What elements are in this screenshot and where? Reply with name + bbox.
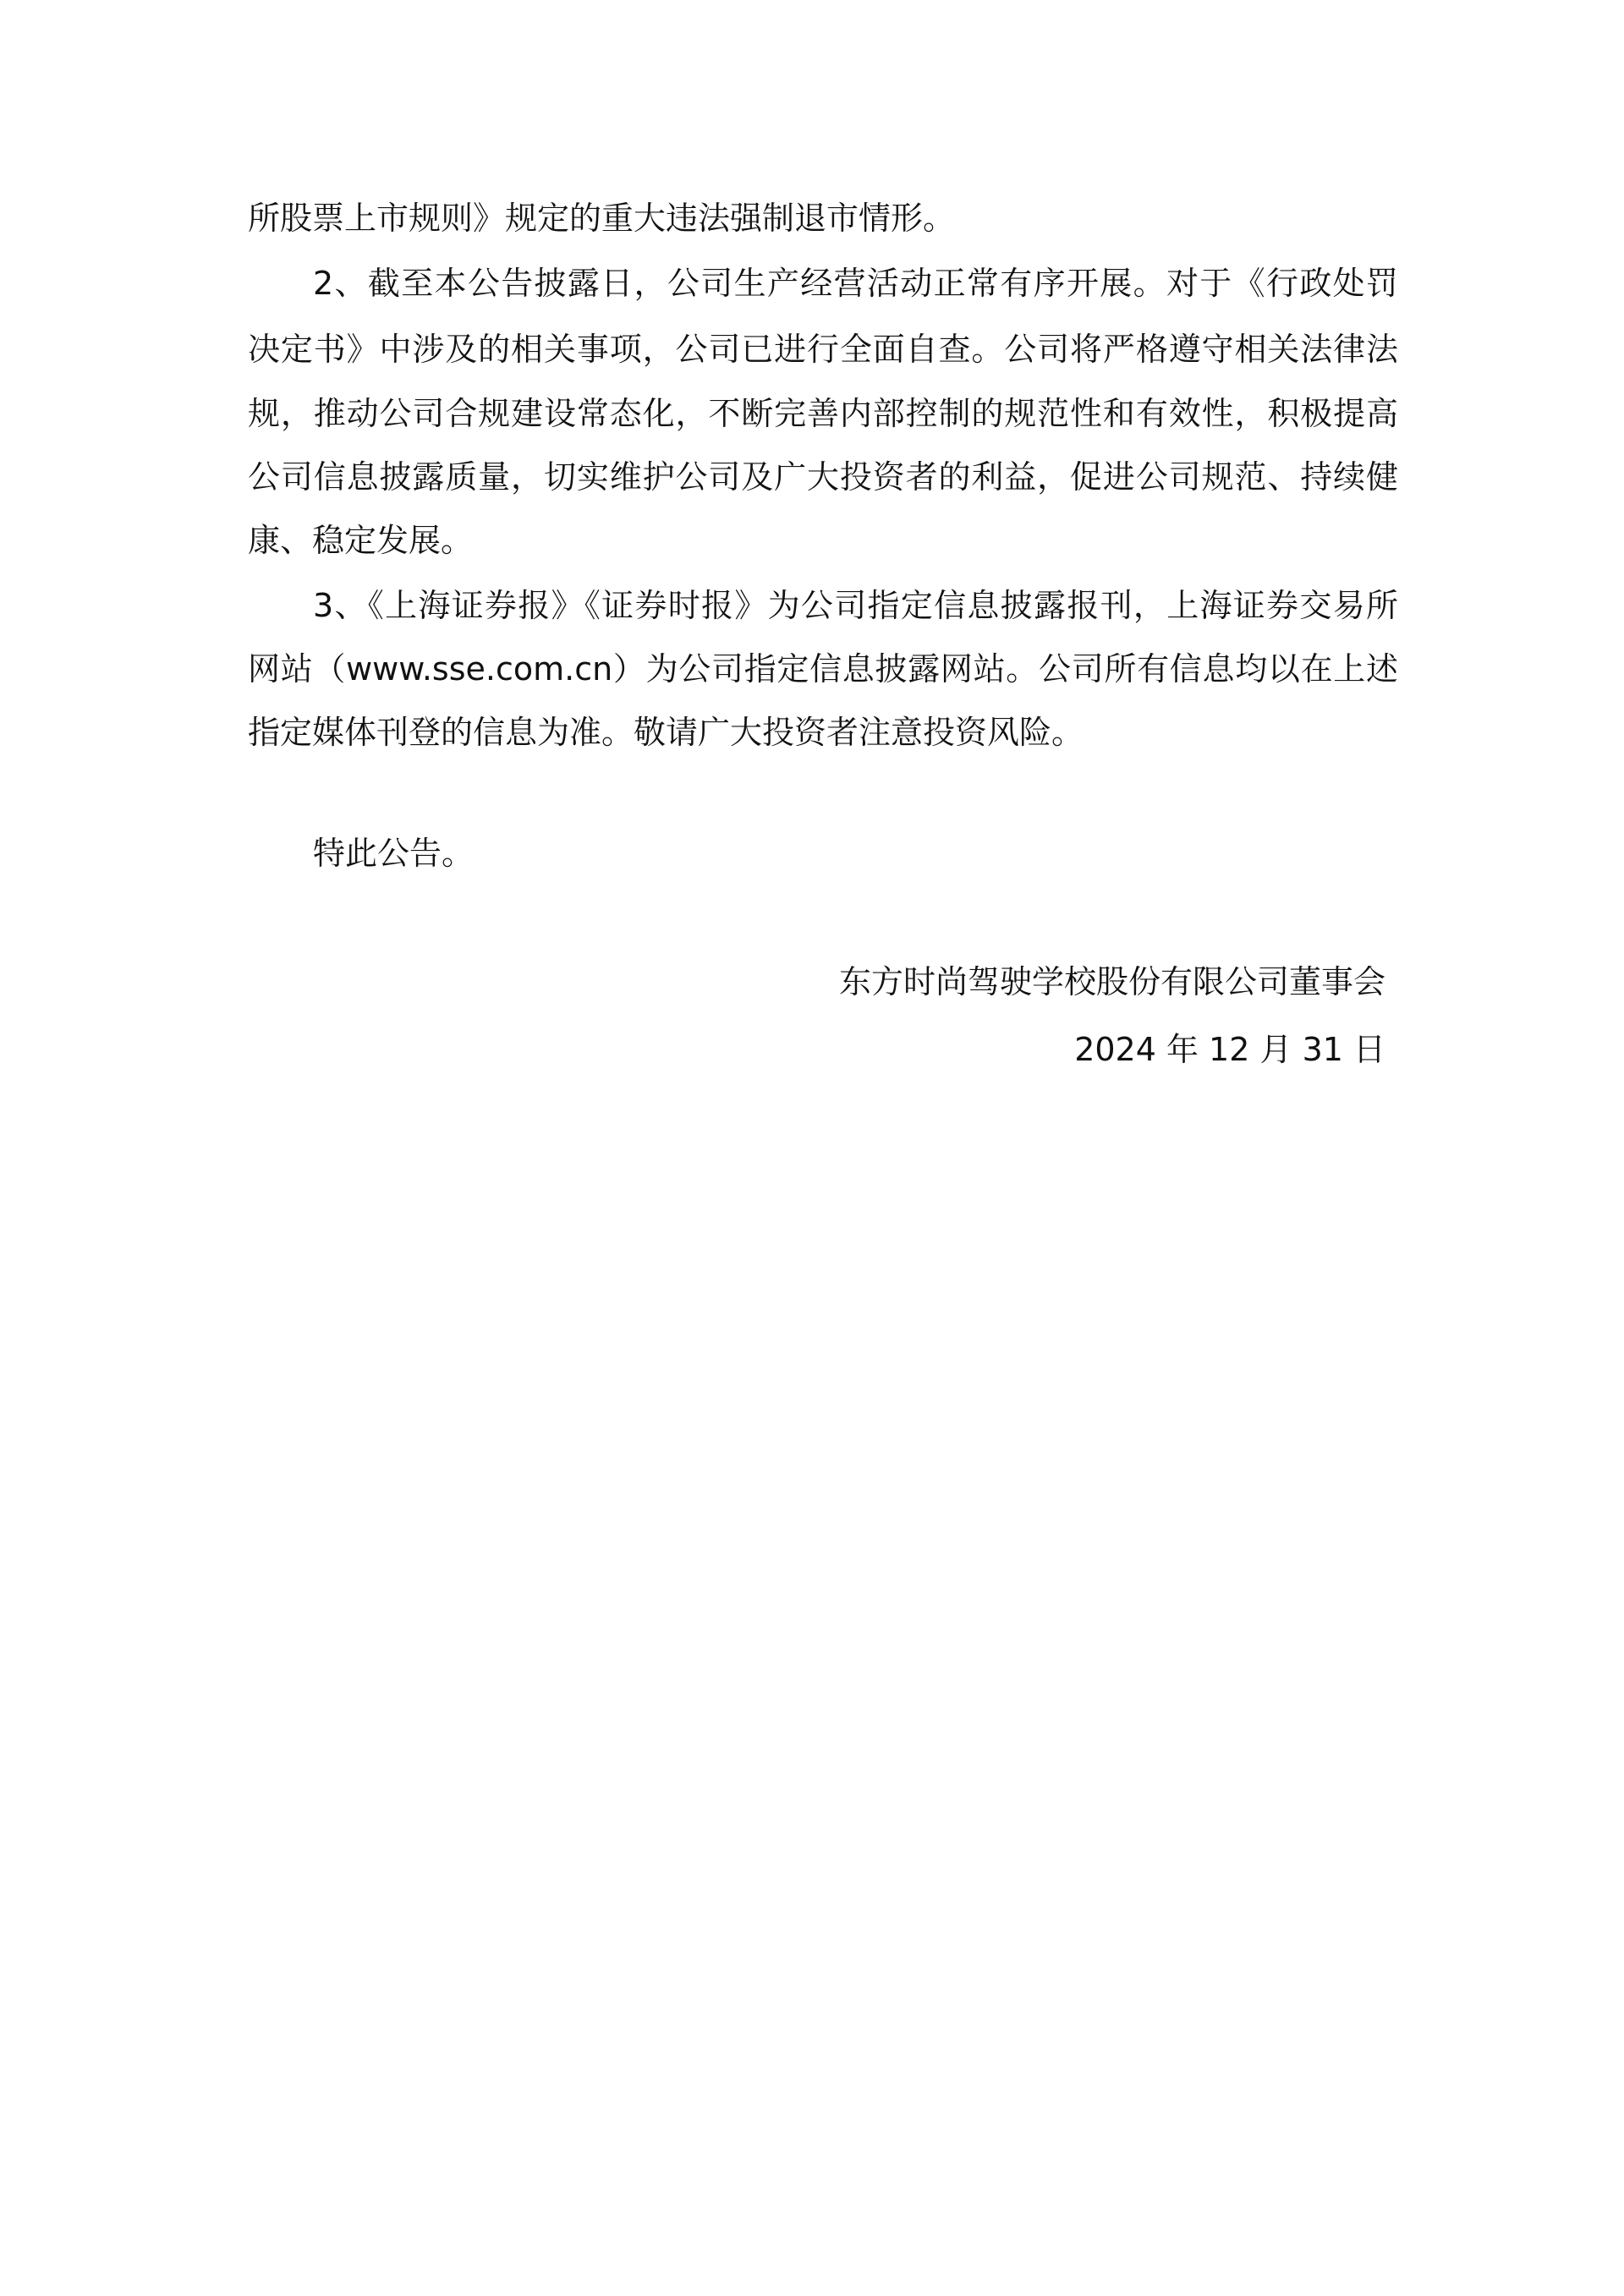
- paragraph-line: 公司信息披露质量，切实维护公司及广大投资者的利益，促进公司规范、持续健: [248, 458, 1398, 496]
- date: 2024 年 12 月 31 日: [1074, 1031, 1385, 1068]
- paragraph-line: 指定媒体刊登的信息为准。敬请广大投资者注意投资风险。: [248, 714, 1084, 751]
- paragraph-line: 2、截至本公告披露日，公司生产经营活动正常有序开展。对于《行政处罚: [313, 265, 1398, 302]
- paragraph-line: 康、稳定发展。: [248, 522, 474, 559]
- paragraph-line: 3、《上海证券报》《证券时报》为公司指定信息披露报刊，上海证券交易所: [313, 587, 1398, 624]
- closing-text: 特此公告。: [313, 835, 475, 872]
- signature: 东方时尚驾驶学校股份有限公司董事会: [838, 963, 1385, 1000]
- paragraph-line: 网站（www.sse.com.cn）为公司指定信息披露网站。公司所有信息均以在上述: [248, 650, 1398, 688]
- paragraph-line: 决定书》中涉及的相关事项，公司已进行全面自查。公司将严格遵守相关法律法: [248, 331, 1398, 368]
- paragraph-line: 规，推动公司合规建设常态化，不断完善内部控制的规范性和有效性，积极提高: [248, 395, 1398, 432]
- paragraph-line: 所股票上市规则》规定的重大违法强制退市情形。: [248, 200, 956, 237]
